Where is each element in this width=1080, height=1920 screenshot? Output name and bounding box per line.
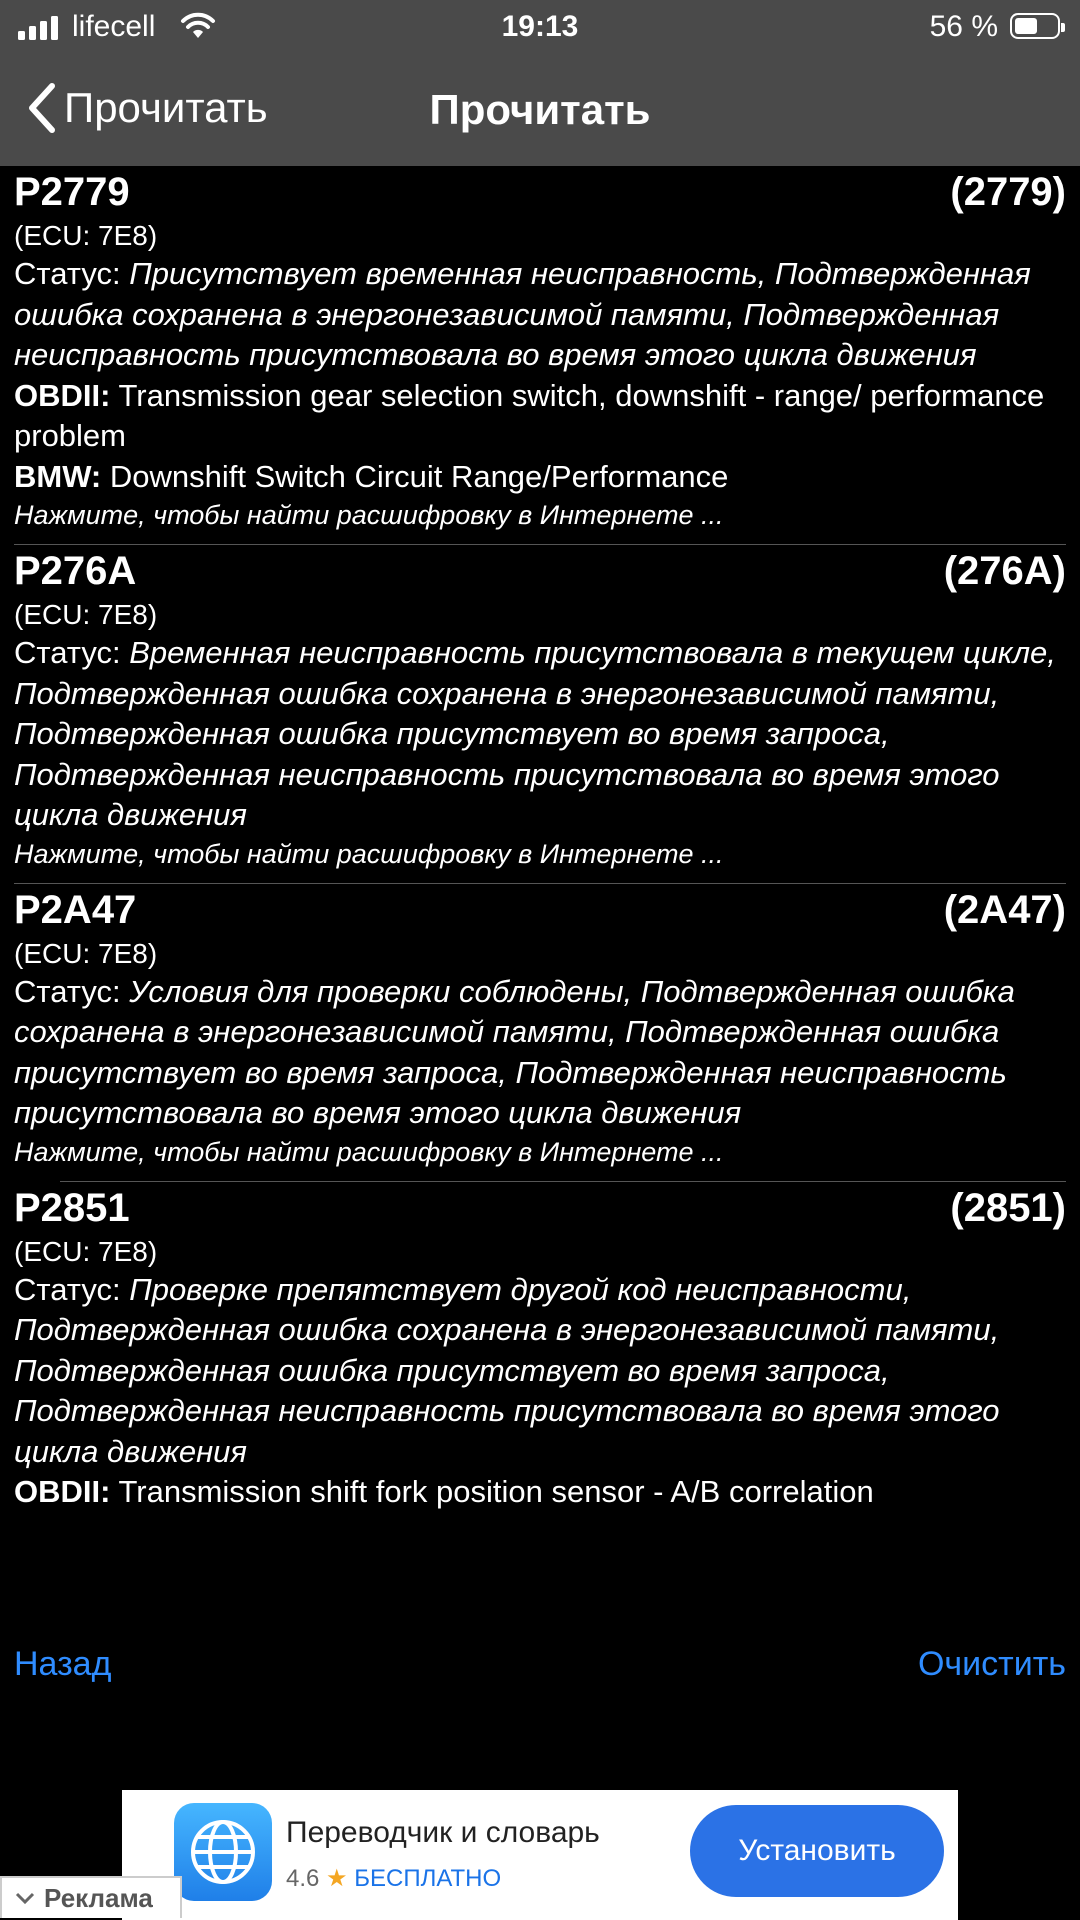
obd-label: OBDII: (14, 1474, 111, 1509)
online-lookup-link[interactable]: Нажмите, чтобы найти расшифровку в Интернете ... (14, 838, 724, 869)
status-label: Статус: (14, 256, 130, 291)
dtc-list[interactable] (0, 166, 1080, 1612)
status-bar (0, 0, 1080, 54)
status-label: Статус: (14, 973, 130, 1009)
page-title: Прочитать (429, 86, 651, 133)
dtc-item[interactable] (0, 884, 1080, 1182)
bmw-label: BMW: (14, 458, 102, 494)
dtc-ecu: (ECU: 7E8) (14, 937, 158, 969)
star-icon: ★ (326, 1865, 348, 1892)
dtc-item[interactable] (0, 166, 1080, 545)
bmw-text: Downshift Switch Circuit Range/Performance (101, 458, 729, 494)
dtc-status (14, 633, 1066, 836)
status-text: Условия для проверки соблюдены, Подтвержденная ошибка сохранена в энергонезависимой памяти, Подтвержденная ошибка присутствует во время запроса, Подтвержденная неисправность присутствовала во время этого цикла движения (14, 973, 1015, 1130)
dtc-status (14, 1270, 1066, 1473)
dtc-code: P2779 (14, 170, 130, 214)
ad-banner[interactable] (122, 1790, 958, 1920)
clock: 19:13 (501, 10, 579, 43)
ad-app-name: Переводчик и словарь (286, 1816, 600, 1849)
status-label: Статус: (14, 635, 130, 670)
app-icon[interactable] (174, 1803, 272, 1901)
status-label: Статус: (14, 1271, 130, 1307)
dtc-obd-description (14, 1472, 1066, 1513)
carrier-name: lifecell (72, 10, 156, 43)
dtc-bmw-description (14, 457, 1066, 498)
bottom-toolbar (0, 1612, 1080, 1788)
obd-label: OBDII: (14, 377, 111, 413)
chevron-down-icon (14, 1890, 36, 1906)
online-lookup-link[interactable]: Нажмите, чтобы найти расшифровку в Интернете ... (14, 500, 724, 530)
clear-button[interactable]: Очистить (917, 1645, 1066, 1683)
status-text: Присутствует временная неисправность, Подтвержденная ошибка сохранена в энергонезависимой памяти, Подтвержденная неисправность присутствовала во время этого цикла движения (14, 256, 1031, 372)
dtc-hex-code: (276A) (943, 549, 1066, 593)
dtc-item[interactable] (0, 545, 1080, 884)
ad-price: БЕСПЛАТНО (354, 1865, 502, 1892)
online-lookup-link[interactable]: Нажмите, чтобы найти расшифровку в Интернете ... (14, 1136, 724, 1167)
dtc-hex-code: (2A47) (943, 887, 1066, 932)
globe-icon (174, 1803, 272, 1901)
obd-text: Transmission shift fork position sensor - A/B correlation (110, 1474, 874, 1509)
dtc-status (14, 254, 1066, 376)
dtc-code: P2A47 (14, 887, 137, 932)
dtc-ecu: (ECU: 7E8) (14, 220, 158, 251)
dtc-ecu: (ECU: 7E8) (14, 1235, 158, 1267)
ad-meta (286, 1864, 501, 1893)
back-nav-label: Прочитать (64, 84, 268, 131)
install-button[interactable]: Установить (690, 1805, 944, 1897)
battery-icon (1010, 13, 1060, 39)
dtc-code: P276A (14, 549, 137, 593)
navigation-header (0, 54, 1080, 166)
ad-label[interactable] (0, 1876, 182, 1918)
status-text: Проверке препятствует другой код неисправности, Подтвержденная ошибка сохранена в энергонезависимой памяти, Подтвержденная ошибка присутствует во время запроса, Подтвержденная неисправность присутствовала во время этого цикла движения (14, 1271, 1000, 1469)
ad-rating: 4.6 (286, 1865, 320, 1892)
dtc-ecu: (ECU: 7E8) (14, 599, 158, 630)
dtc-status (14, 972, 1066, 1134)
status-text: Временная неисправность присутствовала в текущем цикле, Подтвержденная ошибка сохранена в энергонезависимой памяти, Подтвержденная ошибка присутствует во время запроса, Подтвержденная неисправность присутствовала во время этого цикла движения (14, 635, 1056, 832)
dtc-obd-description (14, 376, 1066, 457)
ad-label-text: Реклама (44, 1882, 153, 1913)
dtc-code: P2851 (14, 1185, 130, 1230)
battery-percentage: 56 % (929, 10, 998, 43)
dtc-item[interactable] (0, 1182, 1080, 1525)
obd-text: Transmission gear selection switch, downshift - range/ performance problem (14, 377, 1045, 453)
back-button[interactable]: Назад (14, 1645, 112, 1683)
dtc-hex-code: (2779) (950, 170, 1066, 214)
dtc-hex-code: (2851) (950, 1185, 1066, 1230)
